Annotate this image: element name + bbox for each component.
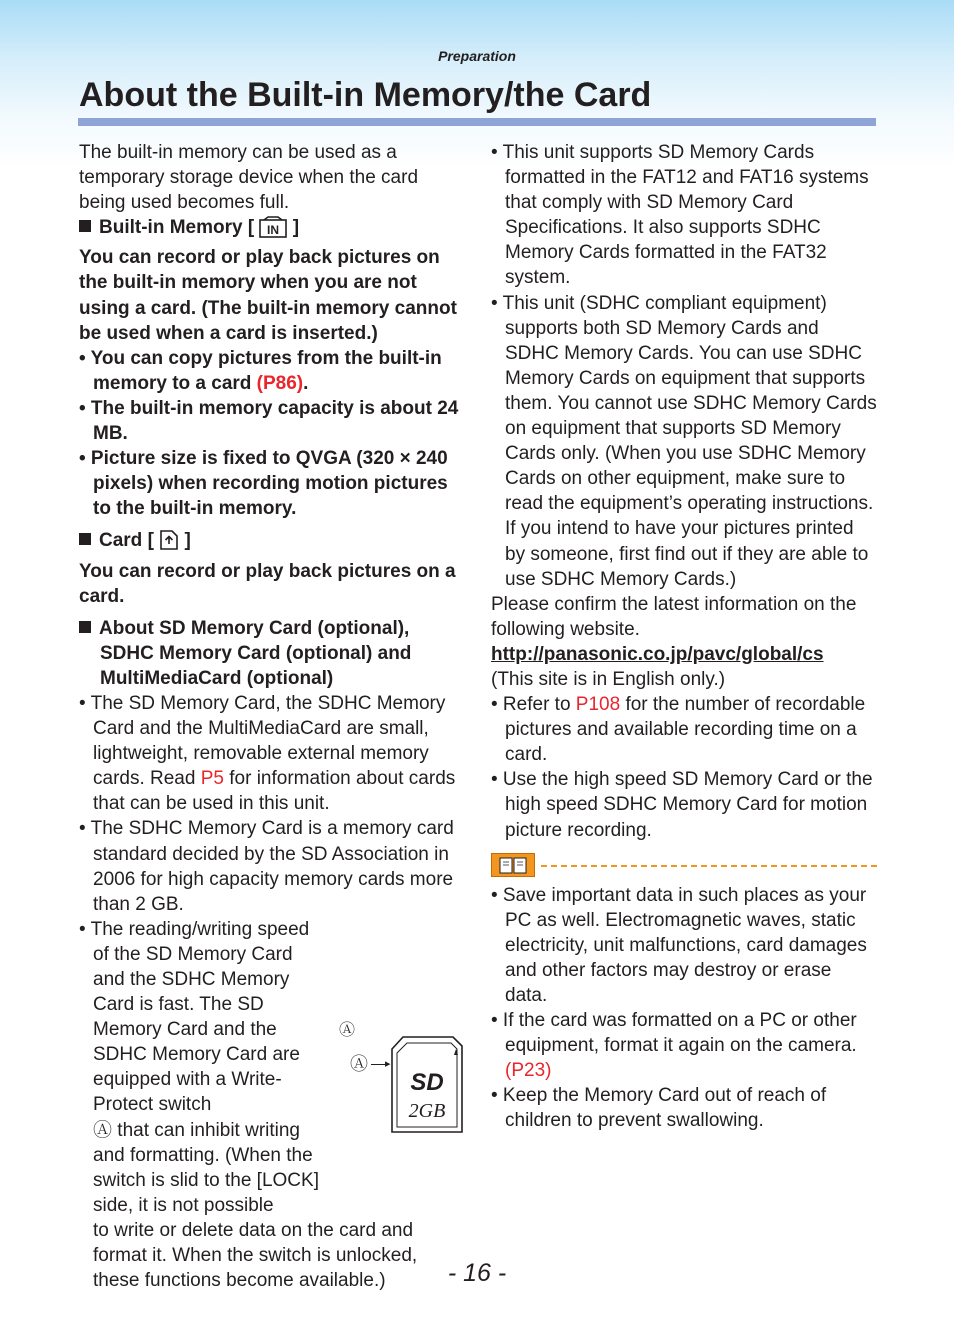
note-separator — [491, 853, 877, 883]
sdhc-bullet: • This unit (SDHC compliant equipment) supports both SD Memory Cards and SDHC Memory Cards. You can use SDHC Memory Cards on equipment that supports them. You cannot use SDHC Memory Cards on equipment that supports SD Memory Cards only. (When you use SDHC Memory Cards on other equipment, make sure to read the equipment’s operating instructions. If you intend to have your pictures printed by someone, first find out if they are able to use SDHC Memory Cards.) — [491, 292, 877, 590]
highspeed-bullet: • Use the high speed SD Memory Card or the high speed SDHC Memory Card for motion picture recording. — [491, 769, 873, 841]
builtin-heading: Built-in Memory [ IN ] — [79, 215, 465, 245]
copy-bullet: • You can copy pictures from the built-in memory to a card (P86). — [79, 347, 442, 394]
refer-bullet: • Refer to P108 for the number of recordable pictures and available recording time on a card. — [491, 694, 866, 766]
qvga-bullet: • Picture size is fixed to QVGA (320 × 240 pixels) when recording motion pictures to the built-in memory. — [79, 448, 448, 520]
sd-card-illustration — [339, 1022, 465, 1142]
card-icon — [159, 529, 179, 558]
builtin-memory-icon — [259, 216, 287, 245]
card-text: You can record or play back pictures on a card. — [79, 560, 456, 607]
title-rule — [78, 118, 876, 126]
confirm-text: Please confirm the latest information on the following website. — [491, 593, 857, 640]
page-reference-link[interactable]: (P23) — [505, 1060, 552, 1082]
square-bullet-icon — [79, 621, 91, 633]
builtin-text: You can record or play back pictures on the built-in memory when you are not using a card. (The built-in memory cannot be used when a card is inserted.) — [79, 247, 457, 344]
note-bullet-2: • If the card was formatted on a PC or other equipment, format it again on the camera. (P23) — [491, 1010, 857, 1082]
capacity-bullet: • The built-in memory capacity is about 24 MB. — [79, 397, 459, 445]
page-reference-link[interactable]: (P86) — [256, 372, 304, 394]
sd-bullet-3: • The reading/writing speed of the SD Memory Card and the SDHC Memory Card is fast. The SD Memory Card and the SDHC Memory Card are equipped with a Write-Protect switch Ⓐ that can inhibit writing and formatting. (When the switch is slid to the [LOCK] side, it is not possible — [79, 918, 319, 1216]
note-book-icon — [491, 853, 535, 884]
section-label: Preparation — [438, 48, 516, 64]
svg-text:IN: IN — [267, 223, 280, 238]
page-title: About the Built-in Memory/the Card — [79, 76, 652, 114]
note-bullet-3: • Keep the Memory Card out of reach of children to prevent swallowing. — [491, 1085, 827, 1132]
left-column — [79, 140, 465, 1293]
sd-logo: SD — [410, 1069, 444, 1096]
sd-bullet-3-continued: to write or delete data on the card and format it. When the switch is unlocked, these functions become available.) — [93, 1219, 418, 1292]
square-bullet-icon — [79, 220, 91, 232]
english-note: (This site is in English only.) — [491, 668, 726, 690]
sd-heading: About SD Memory Card (optional), SDHC Memory Card (optional) and MultiMediaCard (optional) — [79, 616, 465, 691]
page-reference-link[interactable]: P108 — [575, 694, 621, 716]
page-number: - 16 - — [447, 1259, 507, 1287]
sd-bullet-1: • The SD Memory Card, the SDHC Memory Card and the MultiMediaCard are small, lightweight, removable external memory cards. Read P5 for information about cards that can be used in this unit. — [79, 692, 456, 815]
sd-bullet-2: • The SDHC Memory Card is a memory card standard decided by the SD Association in 2006 for high capacity memory cards more than 2 GB. — [79, 818, 454, 915]
fat-bullet: • This unit supports SD Memory Cards formatted in the FAT12 and FAT16 systems that comply with SD Memory Card Specifications. It also supports SDHC Memory Cards formatted in the FAT32 system. — [491, 142, 869, 289]
website-link[interactable]: http://panasonic.co.jp/pavc/global/cs — [491, 643, 824, 665]
card-marker-label: Ⓐ — [339, 1022, 356, 1039]
intro-text: The built-in memory can be used as a temporary storage device when the card being used becomes full. — [79, 142, 419, 214]
right-column — [491, 140, 877, 1134]
card-capacity: 2GB — [408, 1100, 446, 1122]
write-protect-pointer: Ⓐ ▸ — [350, 1054, 391, 1074]
note-bullet-1: • Save important data in such places as your PC as well. Electromagnetic waves, static electricity, unit malfunctions, card damages and other factors may destroy or erase data. — [491, 884, 867, 1006]
page-reference-link[interactable]: P5 — [200, 768, 224, 790]
square-bullet-icon — [79, 533, 91, 545]
card-heading: Card [ ] — [79, 528, 465, 558]
